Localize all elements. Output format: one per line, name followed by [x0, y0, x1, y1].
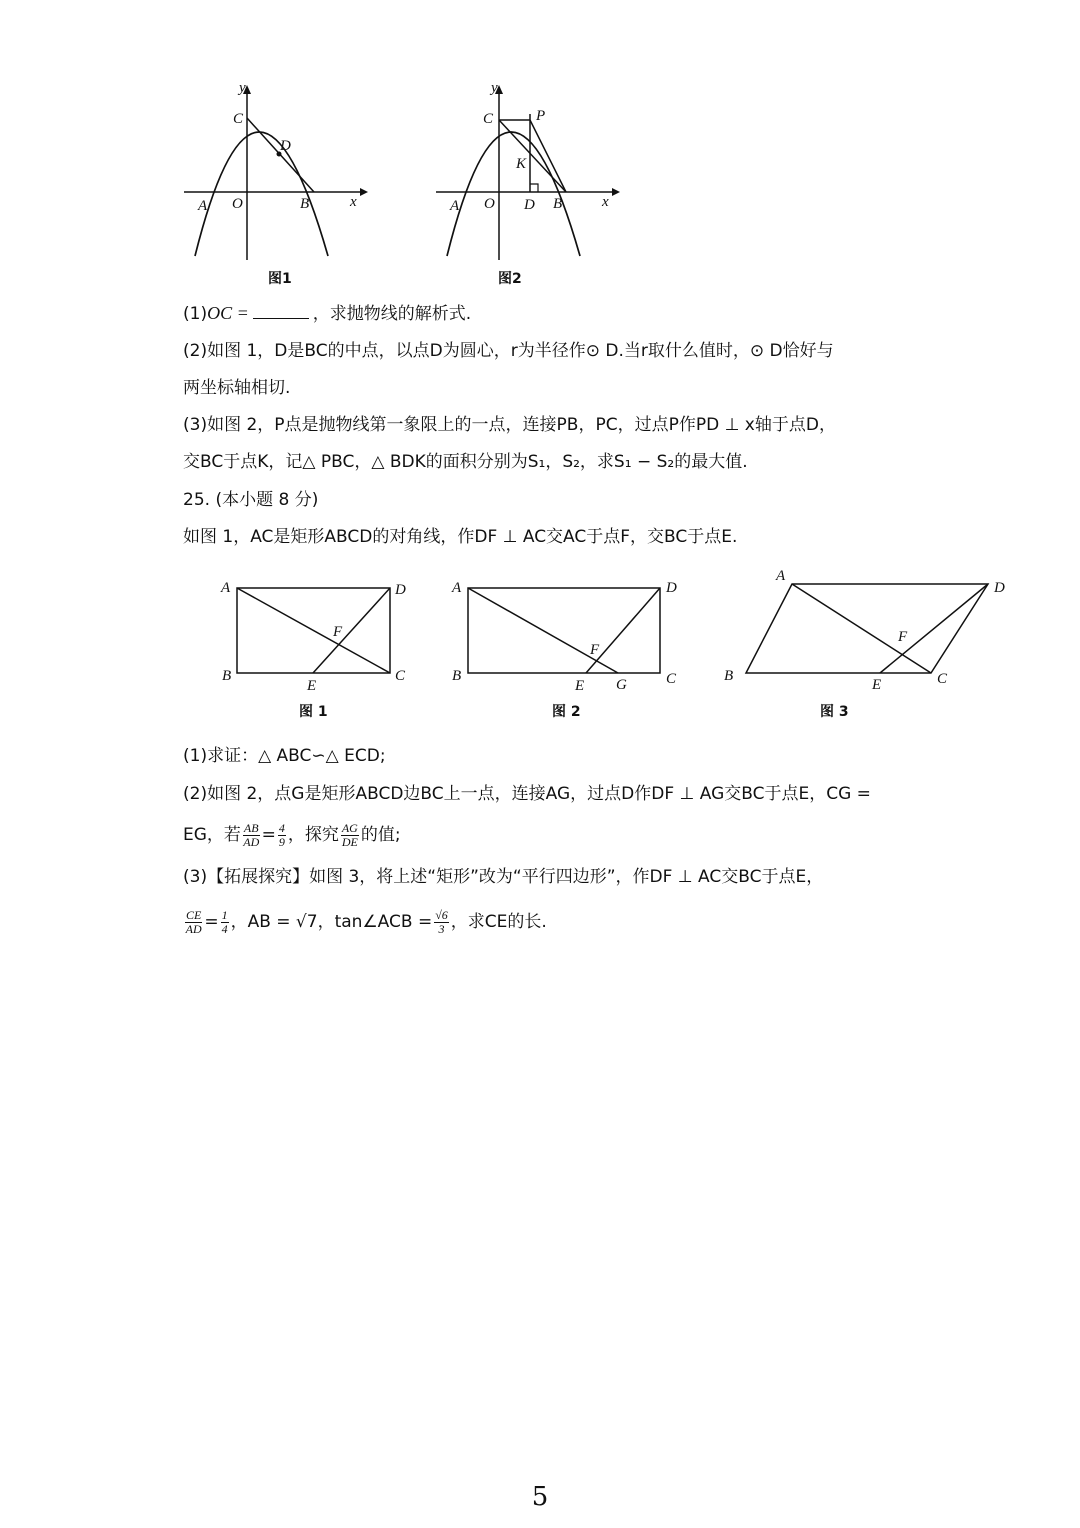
q24-part1: (1)OC = ，求抛物线的解析式. [183, 303, 472, 324]
fig1-point-D: D [280, 138, 291, 154]
q25-header: 25. (本小题 8 分) [183, 490, 319, 510]
q25-fig2-F: F [590, 642, 600, 658]
q25-fig1-C: C [395, 668, 406, 684]
q25-part3-line1: (3)【拓展探究】如图 3，将上述“矩形”改为“平行四边形”，作DF ⊥ AC交BC于点E， [183, 867, 824, 887]
fig2-y-label: y [491, 80, 498, 96]
fig2-point-K: K [516, 156, 527, 172]
fig2-point-A: A [450, 198, 460, 214]
q25-fig2-C: C [666, 671, 677, 687]
answer-blank [253, 302, 309, 319]
q25-fig3-C: C [937, 671, 948, 687]
q25-fig3-caption: 图 3 [820, 704, 849, 720]
figure-2-parabola [432, 78, 622, 293]
q25-fig2-E: E [575, 678, 585, 694]
q25-fig3-E: E [872, 677, 882, 693]
fig2-point-D: D [524, 197, 535, 213]
fig1-caption: 图1 [268, 271, 292, 287]
q25-fig1-A: A [221, 580, 231, 596]
q24-part2-line1: (2)如图 1，D是BC的中点，以点D为圆心，r为半径作⊙ D.当r取什么值时，⊙ D恰好与 [183, 341, 834, 361]
fig2-point-C: C [483, 111, 494, 127]
fig1-point-C: C [233, 111, 244, 127]
q25-part1: (1)求证：△ ABC∽△ ECD; [183, 746, 386, 766]
q25-fig1-B: B [222, 668, 232, 684]
fig1-x-label: x [350, 194, 357, 210]
q25-fig1-caption: 图 1 [299, 704, 328, 720]
page-number: 5 [531, 1482, 549, 1512]
q24-part3-line1: (3)如图 2，P点是抛物线第一象限上的一点，连接PB，PC，过点P作PD ⊥ x轴于点D， [183, 415, 836, 435]
q25-fig3-D: D [994, 580, 1005, 596]
fraction-ab-ad: $\frac{AB}{AD}$ [243, 820, 260, 849]
q25-fig3-A: A [776, 568, 786, 584]
fig2-caption: 图2 [498, 271, 522, 287]
fraction-sqrt6-3: $\frac{√6}{3}$ [435, 907, 448, 936]
fig2-x-label: x [602, 194, 609, 210]
figure-1-parabola [180, 78, 370, 293]
q25-part2-line2: EG，若 $\frac{AB}{AD}$ = $\frac{4}{9}$ ，探究 $\frac{AG}{DE}$ 的值; [183, 820, 401, 849]
q25-figure-1-rectangle [215, 570, 415, 725]
q25-intro: 如图 1，AC是矩形ABCD的对角线，作DF ⊥ AC交AC于点F，交BC于点E. [183, 527, 738, 547]
q25-part2-line1: (2)如图 2，点G是矩形ABCD边BC上一点，连接AG，过点D作DF ⊥ AG交BC于点E，CG = [183, 784, 871, 804]
fraction-4-9: $\frac{4}{9}$ [278, 820, 285, 849]
q25-figure-2-rectangle [446, 570, 686, 725]
fig1-point-A: A [198, 198, 208, 214]
fig2-point-P: P [536, 108, 546, 124]
q25-fig1-D: D [395, 582, 406, 598]
q25-fig2-D: D [666, 580, 677, 596]
q25-fig2-G: G [616, 677, 627, 693]
q25-fig2-B: B [452, 668, 462, 684]
fig1-y-label: y [239, 80, 246, 96]
q25-fig3-B: B [724, 668, 734, 684]
q25-fig1-E: E [307, 678, 317, 694]
fig2-point-B: B [553, 196, 563, 212]
fig1-point-O: O [232, 196, 243, 212]
q25-part3-line2: $\frac{CE}{AD}$ = $\frac{1}{4}$ ，AB = √7，tan∠ACB = $\frac{√6}{3}$ ，求CE的长. [185, 907, 547, 936]
q25-fig2-caption: 图 2 [552, 704, 581, 720]
fraction-ce-ad: $\frac{CE}{AD}$ [185, 907, 202, 936]
fraction-ag-de: $\frac{AG}{DE}$ [341, 820, 358, 849]
fig2-point-O: O [484, 196, 495, 212]
q25-fig2-A: A [452, 580, 462, 596]
q24-part3-line2: 交BC于点K，记△ PBC，△ BDK的面积分别为S₁，S₂，求S₁ − S₂的最大值. [183, 452, 748, 472]
fraction-1-4: $\frac{1}{4}$ [221, 907, 228, 936]
q25-fig3-F: F [898, 629, 908, 645]
q24-part2-line2: 两坐标轴相切. [183, 378, 291, 398]
fig1-point-B: B [300, 196, 310, 212]
q25-figure-3-parallelogram [718, 565, 1018, 725]
q25-fig1-F: F [333, 624, 343, 640]
